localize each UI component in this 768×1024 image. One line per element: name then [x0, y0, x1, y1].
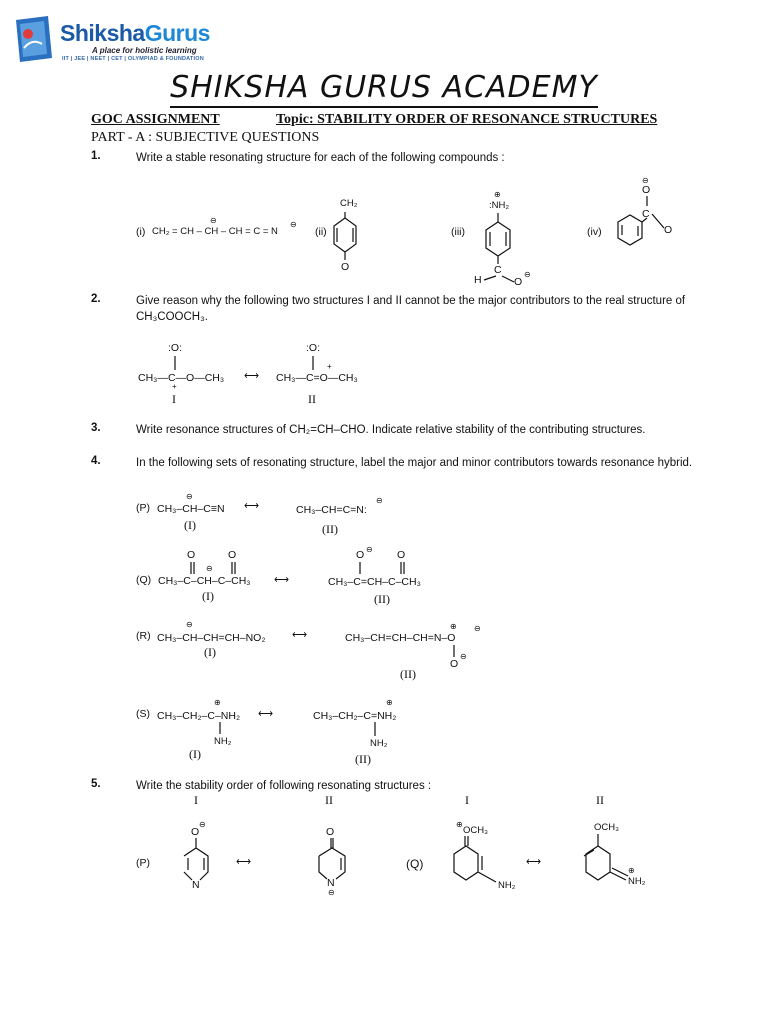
q5-p2-charge: ⊖	[328, 888, 335, 897]
q4-s-II: (II)	[355, 752, 371, 766]
q4-q-o4: O	[397, 549, 406, 561]
q1-iii-h: H	[474, 274, 482, 286]
q4-r-minus: ⊖	[474, 624, 481, 633]
q4-q-o3: O	[356, 549, 365, 561]
assignment-label: GOC ASSIGNMENT	[91, 112, 220, 127]
q4-s1-nh2: NH₂	[214, 736, 232, 747]
logo-subtagline: IIT | JEE | NEET | CET | OLYMPIAD & FOUNDATION	[62, 56, 204, 62]
q4-r-arrow: ⟷	[292, 629, 308, 641]
part-heading: PART - A : SUBJECTIVE QUESTIONS	[91, 130, 320, 145]
q4-r-minus2: ⊖	[460, 652, 467, 661]
q5-q1-plus: ⊕	[456, 820, 463, 829]
q2-s2: CH₃—C=O—CH₃	[276, 372, 358, 384]
q4-p2: CH₃–CH=C=N:	[296, 504, 367, 516]
q1-iii-charge: ⊕	[494, 190, 501, 199]
q5-p-label: (P)	[136, 857, 150, 869]
q4-q-bonds	[191, 562, 404, 574]
q1-iv-o-right: O	[664, 224, 673, 236]
q4-s-I: (I)	[189, 747, 201, 761]
logo-brand: ShikshaGurus	[60, 20, 210, 46]
q5-p1-n: N	[192, 879, 200, 891]
q4-number: 4.	[91, 455, 101, 467]
q4-q-arrow: ⟷	[274, 574, 290, 586]
q4-r1: CH₃–CH–CH=CH–NO₂	[157, 632, 266, 644]
q4-r-o: O	[450, 658, 459, 670]
q5-col-I-1: I	[194, 793, 198, 807]
q4-s-plus2: ⊕	[386, 698, 393, 707]
q1-iv-ring	[618, 196, 664, 245]
q1-ii-label: (ii)	[315, 226, 327, 238]
q2-s1-o: :O:	[168, 342, 183, 354]
q4-text: In the following sets of resonating structure, label the major and minor contributors towards resonance hybrid.	[136, 457, 693, 469]
q5-p1-charge: ⊖	[199, 820, 206, 829]
q1-ii-top: CH₂	[340, 198, 358, 209]
q4-p-charge: ⊖	[186, 492, 193, 501]
q4-r-II: (II)	[400, 667, 416, 681]
q4-p-II: (II)	[322, 522, 338, 536]
q1-iii-top: :NH₂	[489, 200, 510, 211]
q2-s2-plus: +	[327, 362, 332, 371]
q5-number: 5.	[91, 778, 101, 790]
q2-text: Give reason why the following two structures I and II cannot be the major contributors to the real structure of CH₃COOCH₃.	[136, 295, 686, 323]
q4-s2-nh2: NH₂	[370, 738, 388, 749]
q5-q-arrow: ⟷	[526, 856, 542, 868]
q4-q1: CH₃–C–CH–C–CH₃	[158, 575, 251, 587]
q4-s-arrow: ⟷	[258, 708, 274, 720]
q4-q2: CH₃–C=CH–C–CH₃	[328, 576, 421, 588]
q1-i-charge: ⊖	[210, 216, 217, 225]
q5-p1-o: O	[191, 826, 200, 838]
q1-i-label: (i)	[136, 226, 146, 238]
q5-text: Write the stability order of following resonating structures :	[136, 780, 432, 792]
q1-iii-o-charge: ⊖	[524, 270, 531, 279]
q5-q2-nh2: NH₂	[628, 876, 646, 887]
q5-p2-n: N	[327, 877, 335, 889]
q1-number: 1.	[91, 150, 101, 162]
topic-label: Topic: STABILITY ORDER OF RESONANCE STRUCTURES	[276, 112, 658, 127]
q4-q-label: (Q)	[136, 574, 152, 586]
q4-s-plus: ⊕	[214, 698, 221, 707]
q4-q-o2: O	[228, 549, 237, 561]
q5-p2-o: O	[326, 826, 335, 838]
q5-q1-ring	[454, 836, 496, 882]
q2-label-1: I	[172, 392, 176, 406]
q4-r-plus: ⊕	[450, 622, 457, 631]
q1-ii-ring	[334, 212, 356, 260]
q1-text: Write a stable resonating structure for each of the following compounds :	[136, 152, 505, 164]
q2-s2-o: :O:	[306, 342, 321, 354]
q4-p-I: (I)	[184, 518, 196, 532]
q4-q-II: (II)	[374, 592, 390, 606]
q3-number: 3.	[91, 422, 101, 434]
q3-text: Write resonance structures of CH₂=CH–CHO. Indicate relative stability of the contributing structures.	[136, 424, 646, 436]
q4-p-arrow: ⟷	[244, 500, 260, 512]
q1-iv-charge: ⊖	[642, 176, 649, 185]
q4-p2-charge: ⊖	[376, 496, 383, 505]
q5-col-II-2: II	[596, 793, 604, 807]
q2-s1-plus: +	[172, 382, 177, 391]
q1-i-formula: CH₂ = CH – CH – CH = C = N	[152, 226, 278, 237]
q4-p-label: (P)	[136, 502, 150, 514]
q2-s1: CH₃—C—O—CH₃	[138, 372, 225, 384]
q5-p1-ring	[184, 838, 208, 880]
q2-number: 2.	[91, 293, 101, 305]
q5-q2-och3: OCH₃	[594, 822, 619, 833]
q1-iv-c: C	[642, 208, 650, 220]
q4-r-label: (R)	[136, 630, 151, 642]
q4-r-charge: ⊖	[186, 620, 193, 629]
q4-p1: CH₃–CH–C≡N	[157, 503, 225, 515]
q1-iv-o-top: O	[642, 184, 651, 196]
q4-q-I: (I)	[202, 589, 214, 603]
q4-q-charge2: ⊖	[366, 545, 373, 554]
q4-q-charge: ⊖	[206, 564, 213, 573]
q5-q1-nh2: NH₂	[498, 880, 516, 891]
q5-col-I-2: I	[465, 793, 469, 807]
q4-s-bonds	[220, 722, 375, 736]
q4-q-o1: O	[187, 549, 196, 561]
q5-p2-ring	[319, 838, 345, 879]
q4-r-I: (I)	[204, 645, 216, 659]
q2-label-2: II	[308, 392, 316, 406]
q4-r2: CH₃–CH=CH–CH=N–O	[345, 632, 456, 644]
q4-s2: CH₃–CH₂–C=NH₂	[313, 710, 397, 722]
q2-bonds	[175, 356, 313, 370]
q5-q2-ring	[584, 834, 628, 880]
q1-iv-label: (iv)	[587, 226, 602, 238]
q2-arrow: ⟷	[244, 370, 260, 382]
q1-iii-label: (iii)	[451, 226, 465, 238]
q1-ii-bottom: O	[341, 261, 350, 273]
q5-p-arrow: ⟷	[236, 856, 252, 868]
q5-q2-plus: ⊕	[628, 866, 635, 875]
q4-s-label: (S)	[136, 708, 150, 720]
q5-q1-och3: OCH₃	[463, 825, 488, 836]
q1-iii-o: O	[514, 276, 523, 288]
q4-s1: CH₃–CH₂–C–NH₂	[157, 710, 241, 722]
q1-iii-ring	[484, 213, 514, 282]
logo-tagline: A place for holistic learning	[92, 46, 197, 55]
page-title: SHIKSHA GURUS ACADEMY	[0, 70, 768, 105]
q1-i-charge2: ⊖	[290, 220, 297, 229]
q5-q-label: (Q)	[406, 857, 424, 871]
q5-col-II-1: II	[325, 793, 333, 807]
q1-iii-c: C	[494, 264, 502, 276]
